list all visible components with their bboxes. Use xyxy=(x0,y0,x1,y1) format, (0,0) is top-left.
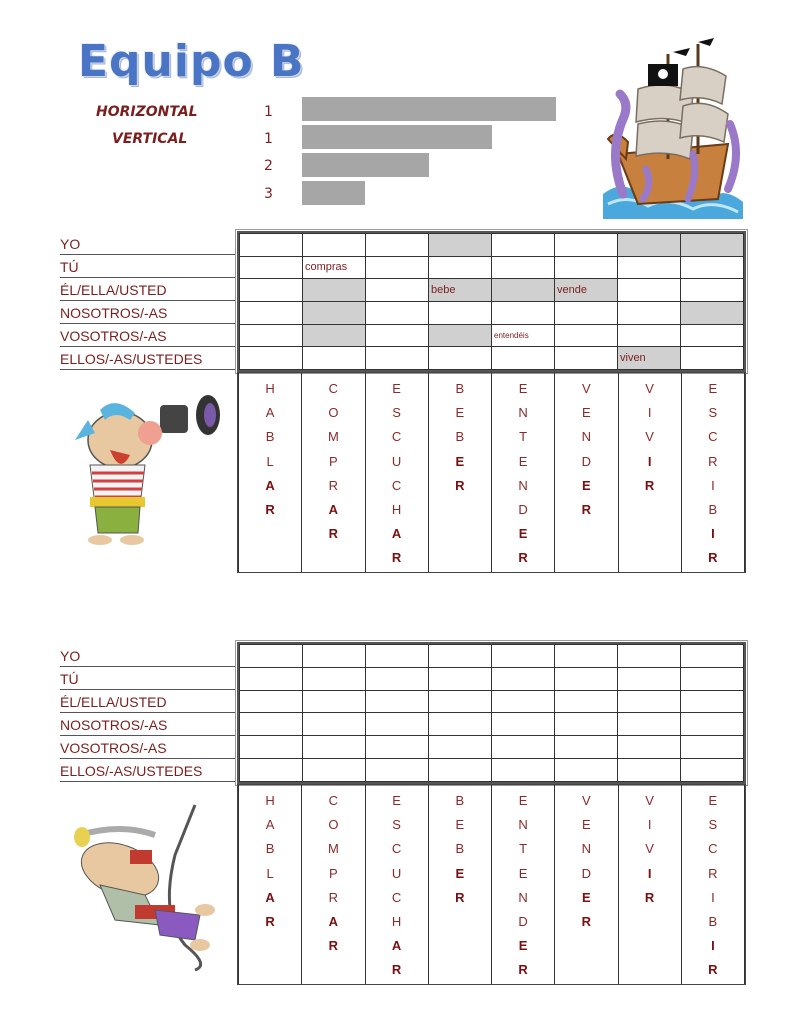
verb-column-escribir xyxy=(681,373,744,572)
verb-letter: D xyxy=(581,865,592,881)
verb-letter: C xyxy=(391,477,402,493)
grid-cell-escuchar[interactable] xyxy=(366,324,429,347)
verb-letter: R xyxy=(391,550,402,566)
verb-column-vivir xyxy=(618,373,681,572)
verb-letter: B xyxy=(455,381,465,396)
verb-letter: R xyxy=(644,889,655,905)
verb-letter: B xyxy=(708,914,718,930)
grid-cell-vivir[interactable] xyxy=(618,324,681,347)
grid-cell-comprar[interactable] xyxy=(303,736,366,759)
grid-cell-entender[interactable] xyxy=(492,347,555,370)
verb-letter: N xyxy=(518,405,528,421)
grid-cell-entender[interactable] xyxy=(492,645,555,668)
verb-letter: I xyxy=(647,405,652,421)
grid-cell-escuchar[interactable] xyxy=(366,256,429,279)
verb-letter: A xyxy=(391,526,402,542)
verb-columns-bottom xyxy=(237,784,746,985)
grid-cell-comprar[interactable] xyxy=(303,301,366,324)
pronoun-label-vosotros: VOSOTROS/-AS xyxy=(60,325,236,347)
verb-letter: A xyxy=(328,914,339,930)
verb-columns-top xyxy=(237,372,746,573)
verb-letter: R xyxy=(328,477,339,493)
conjugation-grid-bottom xyxy=(237,642,746,784)
grid-cell-vender[interactable] xyxy=(555,690,618,713)
grid-cell-hablar[interactable] xyxy=(240,713,303,736)
verb-letter: R xyxy=(328,526,339,542)
verb-letter: E xyxy=(518,453,528,469)
verb-column-comprar xyxy=(302,373,365,572)
verb-letter: A xyxy=(328,502,339,518)
verb-letter: M xyxy=(327,841,339,857)
grid-cell-hablar[interactable] xyxy=(240,324,303,347)
grid-cell-escribir[interactable] xyxy=(681,347,744,370)
grid-cell-escribir[interactable] xyxy=(681,234,744,257)
grid-cell-comprar[interactable] xyxy=(303,324,366,347)
legend-number: 1 xyxy=(264,131,273,147)
verb-letter: A xyxy=(265,817,275,833)
verb-letter: E xyxy=(455,405,465,421)
verb-letter: E xyxy=(708,793,718,808)
grid-cell-beber[interactable]: bebe xyxy=(429,279,492,302)
grid-cell-vivir[interactable] xyxy=(618,690,681,713)
grid-cell-comprar[interactable]: compras xyxy=(303,256,366,279)
verb-letter: L xyxy=(266,453,274,469)
grid-cell-hablar[interactable] xyxy=(240,690,303,713)
verb-letter: D xyxy=(518,502,528,518)
pronoun-label-ellos: ELLOS/-AS/USTEDES xyxy=(60,760,236,782)
grid-cell-vender[interactable] xyxy=(555,667,618,690)
verb-letter: B xyxy=(708,502,718,518)
verb-letter: E xyxy=(518,865,528,881)
verb-letter: R xyxy=(265,502,275,518)
grid-cell-entender[interactable] xyxy=(492,736,555,759)
verb-letter: R xyxy=(328,889,339,905)
grid-cell-vender[interactable] xyxy=(555,736,618,759)
grid-cell-hablar[interactable] xyxy=(240,667,303,690)
verb-letter: T xyxy=(519,841,528,857)
grid-cell-vender[interactable] xyxy=(555,256,618,279)
grid-cell-vender[interactable] xyxy=(555,234,618,257)
verb-letter: E xyxy=(708,381,718,396)
grid-cell-beber[interactable] xyxy=(429,324,492,347)
verb-letter: C xyxy=(328,793,339,808)
verb-letter: E xyxy=(455,865,465,881)
verb-letter: M xyxy=(327,429,339,445)
grid-row-tú xyxy=(240,256,744,279)
legend-bar-vertical-1 xyxy=(302,125,492,149)
verb-column-entender xyxy=(492,373,555,572)
grid-cell-escribir[interactable] xyxy=(681,736,744,759)
verb-letter: R xyxy=(581,502,592,518)
verb-letter: R xyxy=(708,550,718,566)
grid-cell-beber[interactable] xyxy=(429,667,492,690)
verb-letter: V xyxy=(582,381,591,396)
conjugation-grid-top xyxy=(237,231,746,372)
verb-letter: A xyxy=(265,405,275,421)
grid-cell-beber[interactable] xyxy=(429,256,492,279)
grid-row-nosotros-as xyxy=(240,301,744,324)
page-title: Equipo B xyxy=(78,36,305,87)
grid-cell-vender[interactable] xyxy=(555,713,618,736)
pronoun-label-ellos: ELLOS/-AS/USTEDES xyxy=(60,348,236,370)
grid-cell-escribir[interactable] xyxy=(681,713,744,736)
verb-letter: H xyxy=(265,793,275,808)
verb-letter: I xyxy=(711,889,715,905)
pronoun-label-el: ÉL/ELLA/USTED xyxy=(60,691,236,713)
verb-letter: R xyxy=(708,865,718,881)
verb-letter: R xyxy=(391,962,402,978)
verb-column-hablar xyxy=(239,373,302,572)
grid-cell-hablar[interactable] xyxy=(240,301,303,324)
verb-letter: B xyxy=(455,429,465,445)
legend-label-horizontal: HORIZONTAL xyxy=(96,104,198,120)
verb-letter: C xyxy=(328,381,339,396)
grid-cell-escribir[interactable] xyxy=(681,645,744,668)
grid-cell-beber[interactable] xyxy=(429,347,492,370)
grid-cell-escuchar[interactable] xyxy=(366,234,429,257)
verb-letter: C xyxy=(708,841,718,857)
verb-letter: V xyxy=(645,381,654,396)
verb-letter: N xyxy=(518,817,528,833)
verb-letter: B xyxy=(455,793,465,808)
grid-cell-escribir[interactable] xyxy=(681,279,744,302)
verb-letter: S xyxy=(392,817,401,833)
pronoun-label-el: ÉL/ELLA/USTED xyxy=(60,279,236,301)
verb-letter: B xyxy=(265,841,275,857)
grid-cell-comprar[interactable] xyxy=(303,279,366,302)
verb-letter: H xyxy=(391,914,402,930)
grid-cell-vender[interactable]: vende xyxy=(555,279,618,302)
grid-cell-entender[interactable] xyxy=(492,234,555,257)
verb-letter: E xyxy=(518,526,528,542)
grid-cell-escribir[interactable] xyxy=(681,759,744,782)
pronoun-label-tu: TÚ xyxy=(60,256,236,278)
verb-letter: B xyxy=(265,429,275,445)
verb-letter: I xyxy=(647,453,652,469)
grid-cell-escuchar[interactable] xyxy=(366,690,429,713)
grid-cell-comprar[interactable] xyxy=(303,234,366,257)
grid-cell-hablar[interactable] xyxy=(240,234,303,257)
verb-column-escuchar xyxy=(365,373,428,572)
grid-cell-beber[interactable] xyxy=(429,713,492,736)
grid-cell-beber[interactable] xyxy=(429,759,492,782)
grid-cell-escuchar[interactable] xyxy=(366,645,429,668)
grid-row-ellos-as-ustedes xyxy=(240,759,744,782)
grid-cell-comprar[interactable] xyxy=(303,690,366,713)
verb-column-escribir xyxy=(681,785,744,984)
grid-cell-vivir[interactable] xyxy=(618,301,681,324)
grid-cell-beber[interactable] xyxy=(429,690,492,713)
grid-row-tú xyxy=(240,667,744,690)
verb-letter: B xyxy=(455,841,465,857)
verb-letter: I xyxy=(711,477,715,493)
grid-cell-vivir[interactable] xyxy=(618,713,681,736)
verb-column-hablar xyxy=(239,785,302,984)
grid-row-vosotros-as xyxy=(240,324,744,347)
grid-cell-hablar[interactable] xyxy=(240,347,303,370)
grid-cell-escribir[interactable] xyxy=(681,667,744,690)
grid-cell-hablar[interactable] xyxy=(240,645,303,668)
grid-cell-vender[interactable] xyxy=(555,301,618,324)
verb-letter: U xyxy=(391,865,402,881)
legend-bar-horizontal-1 xyxy=(302,97,556,121)
verb-letter: R xyxy=(708,453,718,469)
verb-letter: V xyxy=(645,429,654,445)
pronoun-label-vosotros: VOSOTROS/-AS xyxy=(60,737,236,759)
verb-letter: E xyxy=(518,938,528,954)
pirate-ship-image xyxy=(598,34,748,224)
verb-letter: N xyxy=(581,429,592,445)
pronoun-label-nosotros: NOSOTROS/-AS xyxy=(60,302,236,324)
verb-letter: T xyxy=(519,429,528,445)
grid-cell-entender[interactable] xyxy=(492,301,555,324)
grid-row-nosotros-as xyxy=(240,713,744,736)
verb-letter: E xyxy=(582,889,591,905)
grid-cell-entender[interactable] xyxy=(492,713,555,736)
grid-cell-vivir[interactable] xyxy=(618,279,681,302)
grid-row-él-ella-usted xyxy=(240,279,744,302)
pronoun-label-nosotros: NOSOTROS/-AS xyxy=(60,714,236,736)
grid-cell-comprar[interactable] xyxy=(303,713,366,736)
verb-letter: V xyxy=(582,793,591,808)
verb-column-vender xyxy=(555,373,618,572)
verb-letter: S xyxy=(708,405,718,421)
grid-cell-escuchar[interactable] xyxy=(366,736,429,759)
pirate-telescope-image xyxy=(60,385,230,555)
grid-cell-beber[interactable] xyxy=(429,301,492,324)
grid-cell-vivir[interactable] xyxy=(618,736,681,759)
verb-letter: E xyxy=(392,793,401,808)
verb-letter: R xyxy=(644,477,655,493)
verb-letter: R xyxy=(328,938,339,954)
pronoun-label-tu: TÚ xyxy=(60,668,236,690)
grid-cell-escribir[interactable] xyxy=(681,690,744,713)
verb-letter: E xyxy=(392,381,401,396)
grid-cell-escribir[interactable] xyxy=(681,301,744,324)
grid-cell-entender[interactable] xyxy=(492,690,555,713)
grid-cell-vivir[interactable]: viven xyxy=(618,347,681,370)
verb-letter: N xyxy=(518,477,528,493)
verb-letter: S xyxy=(392,405,401,421)
grid-cell-beber[interactable] xyxy=(429,736,492,759)
pronoun-label-yo: YO xyxy=(60,233,236,255)
verb-letter: E xyxy=(582,477,591,493)
verb-letter: C xyxy=(708,429,718,445)
verb-letter: N xyxy=(581,841,592,857)
verb-letter: I xyxy=(711,526,715,542)
grid-cell-hablar[interactable] xyxy=(240,256,303,279)
grid-cell-vivir[interactable] xyxy=(618,234,681,257)
verb-letter: N xyxy=(518,889,528,905)
grid-cell-beber[interactable] xyxy=(429,645,492,668)
grid-row-ellos-as-ustedes xyxy=(240,347,744,370)
grid-cell-vender[interactable] xyxy=(555,324,618,347)
verb-column-entender xyxy=(492,785,555,984)
grid-cell-vivir[interactable] xyxy=(618,645,681,668)
grid-cell-entender[interactable] xyxy=(492,256,555,279)
grid-cell-beber[interactable] xyxy=(429,234,492,257)
verb-letter: E xyxy=(455,453,465,469)
grid-cell-escribir[interactable] xyxy=(681,256,744,279)
verb-letter: H xyxy=(391,502,402,518)
verb-letter: A xyxy=(391,938,402,954)
grid-cell-hablar[interactable] xyxy=(240,279,303,302)
grid-cell-vender[interactable] xyxy=(555,645,618,668)
grid-cell-comprar[interactable] xyxy=(303,645,366,668)
verb-letter: R xyxy=(455,477,465,493)
verb-letter: C xyxy=(391,429,402,445)
grid-cell-entender[interactable] xyxy=(492,279,555,302)
verb-letter: A xyxy=(265,889,275,905)
verb-letter: D xyxy=(581,453,592,469)
verb-letter: V xyxy=(645,793,654,808)
verb-column-vender xyxy=(555,785,618,984)
verb-letter: I xyxy=(647,865,652,881)
verb-letter: E xyxy=(582,817,591,833)
grid-cell-vivir[interactable] xyxy=(618,759,681,782)
grid-cell-escuchar[interactable] xyxy=(366,667,429,690)
verb-letter: V xyxy=(645,841,654,857)
grid-cell-escuchar[interactable] xyxy=(366,713,429,736)
verb-letter: R xyxy=(518,550,528,566)
verb-letter: E xyxy=(518,793,528,808)
verb-letter: C xyxy=(391,841,402,857)
legend-bar-vertical-2 xyxy=(302,153,429,177)
grid-cell-comprar[interactable] xyxy=(303,667,366,690)
grid-cell-comprar[interactable] xyxy=(303,347,366,370)
grid-row-vosotros-as xyxy=(240,736,744,759)
grid-cell-escribir[interactable] xyxy=(681,324,744,347)
verb-letter: P xyxy=(329,453,338,469)
grid-cell-escuchar[interactable] xyxy=(366,347,429,370)
pirate-swinging-image xyxy=(60,795,230,975)
verb-letter: S xyxy=(708,817,718,833)
verb-letter: U xyxy=(391,453,402,469)
verb-column-comprar xyxy=(302,785,365,984)
grid-row-yo xyxy=(240,645,744,668)
grid-cell-hablar[interactable] xyxy=(240,759,303,782)
verb-letter: R xyxy=(455,889,465,905)
verb-letter: E xyxy=(582,405,591,421)
legend-label-vertical: VERTICAL xyxy=(112,131,188,147)
grid-cell-hablar[interactable] xyxy=(240,736,303,759)
legend-bar-vertical-3 xyxy=(302,181,365,205)
verb-letter: H xyxy=(265,381,275,396)
verb-letter: I xyxy=(711,938,715,954)
verb-letter: I xyxy=(647,817,652,833)
grid-row-él-ella-usted xyxy=(240,690,744,713)
grid-cell-escuchar[interactable] xyxy=(366,759,429,782)
grid-cell-entender[interactable] xyxy=(492,667,555,690)
legend-number: 1 xyxy=(264,104,273,120)
verb-column-vivir xyxy=(618,785,681,984)
verb-letter: D xyxy=(518,914,528,930)
verb-letter: R xyxy=(708,962,718,978)
verb-column-beber xyxy=(428,785,491,984)
grid-cell-escuchar[interactable] xyxy=(366,279,429,302)
verb-letter: R xyxy=(265,914,275,930)
verb-letter: P xyxy=(329,865,338,881)
verb-letter: E xyxy=(518,381,528,396)
verb-letter: C xyxy=(391,889,402,905)
grid-cell-vivir[interactable] xyxy=(618,256,681,279)
pronoun-label-yo: YO xyxy=(60,645,236,667)
grid-cell-vivir[interactable] xyxy=(618,667,681,690)
grid-cell-vender[interactable] xyxy=(555,759,618,782)
grid-cell-comprar[interactable] xyxy=(303,759,366,782)
verb-letter: R xyxy=(581,914,592,930)
grid-row-yo xyxy=(240,234,744,257)
verb-column-escuchar xyxy=(365,785,428,984)
legend-number: 2 xyxy=(264,158,273,174)
grid-cell-escuchar[interactable] xyxy=(366,301,429,324)
verb-letter: L xyxy=(266,865,274,881)
grid-cell-entender[interactable]: entendéis xyxy=(492,324,555,347)
grid-cell-entender[interactable] xyxy=(492,759,555,782)
grid-cell-vender[interactable] xyxy=(555,347,618,370)
verb-letter: R xyxy=(518,962,528,978)
legend-number: 3 xyxy=(264,186,273,202)
verb-letter: O xyxy=(328,405,339,421)
verb-column-beber xyxy=(428,373,491,572)
verb-letter: O xyxy=(328,817,339,833)
verb-letter: E xyxy=(455,817,465,833)
verb-letter: A xyxy=(265,477,275,493)
